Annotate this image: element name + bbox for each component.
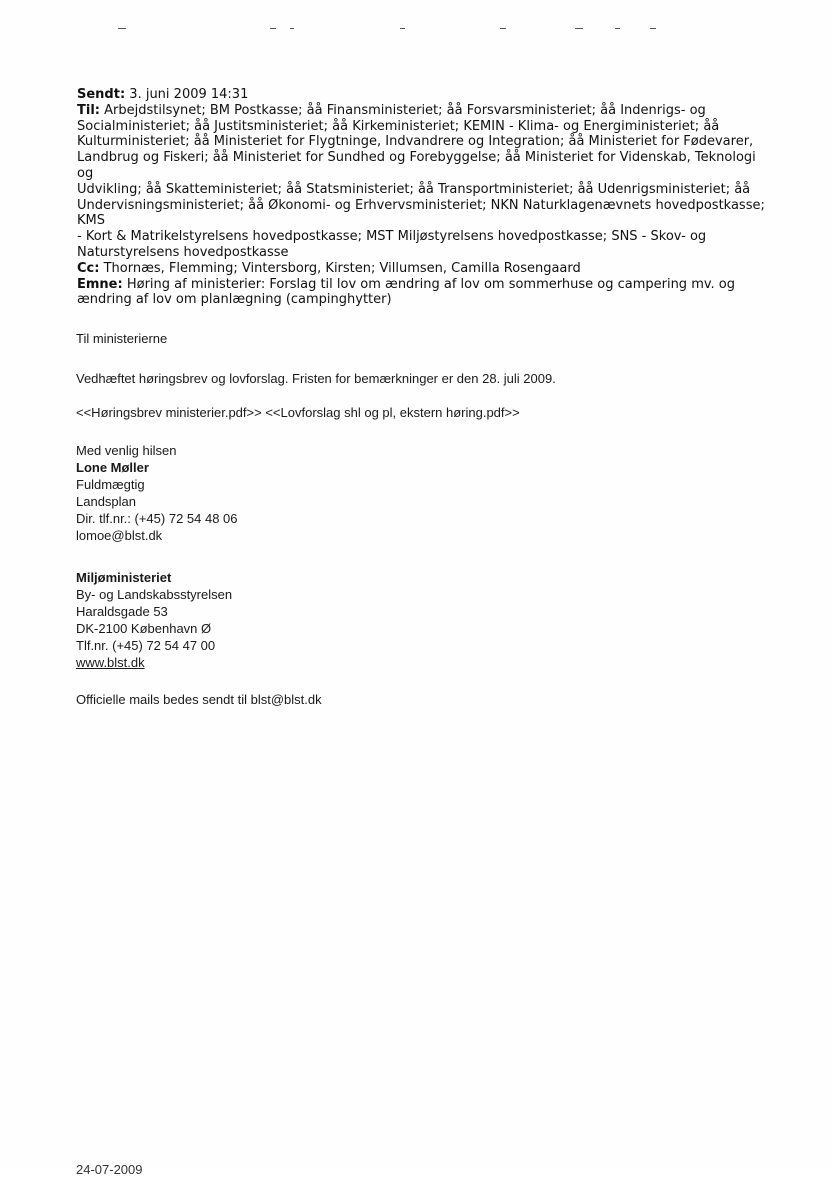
organization-block bbox=[76, 569, 776, 671]
sender-email[interactable]: lomoe@blst.dk bbox=[76, 528, 163, 543]
sent-value: 3. juni 2009 14:31 bbox=[129, 87, 249, 102]
to-line-3: Landbrug og Fiskeri; åå Ministeriet for Sundhed og Forebyggelse; åå Ministeriet for Videnskab, Teknologi og bbox=[77, 150, 756, 181]
to-line-4: Udvikling; åå Skatteministeriet; åå Statsministeriet; åå Transportministeriet; åå Udenrigsministeriet; åå bbox=[77, 181, 751, 197]
sender-department: Landsplan bbox=[76, 494, 136, 509]
subject-label: Emne: bbox=[77, 276, 123, 292]
attachments-line bbox=[76, 404, 776, 421]
intro-text: Vedhæftet høringsbrev og lovforslag. Fristen for bemærkninger er den 28. juli 2009. bbox=[76, 371, 556, 386]
website-link[interactable]: www.blst.dk bbox=[76, 655, 145, 670]
cc-line bbox=[77, 261, 767, 277]
sent-label: Sendt: bbox=[77, 87, 126, 102]
agency-name: By- og Landskabsstyrelsen bbox=[76, 587, 233, 602]
official-note bbox=[76, 691, 776, 708]
to-line-1: Socialministeriet; åå Justitsministeriet; åå Kirkeministeriet; KEMIN - Klima- og Energiministeriet; åå bbox=[77, 118, 720, 134]
to-line-6: - Kort & Matrikelstyrelsens hovedpostkasse; MST Miljøstyrelsens hovedpostkasse; SNS - Skov- og bbox=[77, 229, 707, 245]
to-label: Til: bbox=[77, 102, 100, 118]
signature-block bbox=[76, 442, 776, 544]
intro-paragraph bbox=[76, 370, 776, 387]
to-line-0 bbox=[77, 103, 767, 119]
subject-line-0 bbox=[77, 277, 767, 293]
street-address: Haraldsgade 53 bbox=[76, 604, 168, 619]
attachment-hoeringsbrev[interactable]: <<Høringsbrev ministerier.pdf>> bbox=[76, 405, 262, 420]
to-line-5: Undervisningsministeriet; åå Økonomi- og Erhvervsministeriet; NKN Naturklagenævnets hovedpostkasse; KMS bbox=[77, 197, 765, 229]
cc-label: Cc: bbox=[77, 260, 100, 276]
cc-value: Thornæs, Flemming; Vintersborg, Kirsten; Villumsen, Camilla Rosengaard bbox=[103, 260, 581, 276]
subject-value-0: Høring af ministerier: Forslag til lov om ændring af lov om sommerhuse og campering mv. og bbox=[126, 276, 736, 292]
attachment-lovforslag[interactable]: <<Lovforslag shl og pl, ekstern høring.pdf>> bbox=[265, 405, 520, 420]
cut-off-header-marks bbox=[110, 22, 670, 34]
official-note-text: Officielle mails bedes sendt til blst@blst.dk bbox=[76, 692, 322, 707]
to-line-7: Naturstyrelsens hovedpostkasse bbox=[77, 244, 289, 260]
email-header bbox=[77, 87, 767, 308]
sender-title: Fuldmægtig bbox=[76, 477, 145, 492]
ministry-name: Miljøministeriet bbox=[76, 570, 172, 585]
greeting bbox=[76, 330, 776, 347]
sender-name: Lone Møller bbox=[76, 460, 149, 475]
to-recipients-0: Arbejdstilsynet; BM Postkasse; åå Finansministeriet; åå Forsvarsministeriet; åå Indenrigs- og bbox=[104, 102, 706, 118]
city-address: DK-2100 København Ø bbox=[76, 621, 212, 636]
to-line-2: Kulturministeriet; åå Ministeriet for Flygtninge, Indvandrere og Integration; åå Ministeriet for Fødevarer, bbox=[77, 134, 754, 150]
sender-phone: Dir. tlf.nr.: (+45) 72 54 48 06 bbox=[76, 511, 238, 526]
footer-date: 24-07-2009 bbox=[76, 1162, 143, 1177]
greeting-text: Til ministerierne bbox=[76, 331, 168, 346]
sent-line bbox=[77, 87, 767, 103]
subject-line-1: ændring af lov om planlægning (campinghytter) bbox=[77, 292, 392, 308]
org-phone: Tlf.nr. (+45) 72 54 47 00 bbox=[76, 638, 216, 653]
closing: Med venlig hilsen bbox=[76, 443, 177, 458]
